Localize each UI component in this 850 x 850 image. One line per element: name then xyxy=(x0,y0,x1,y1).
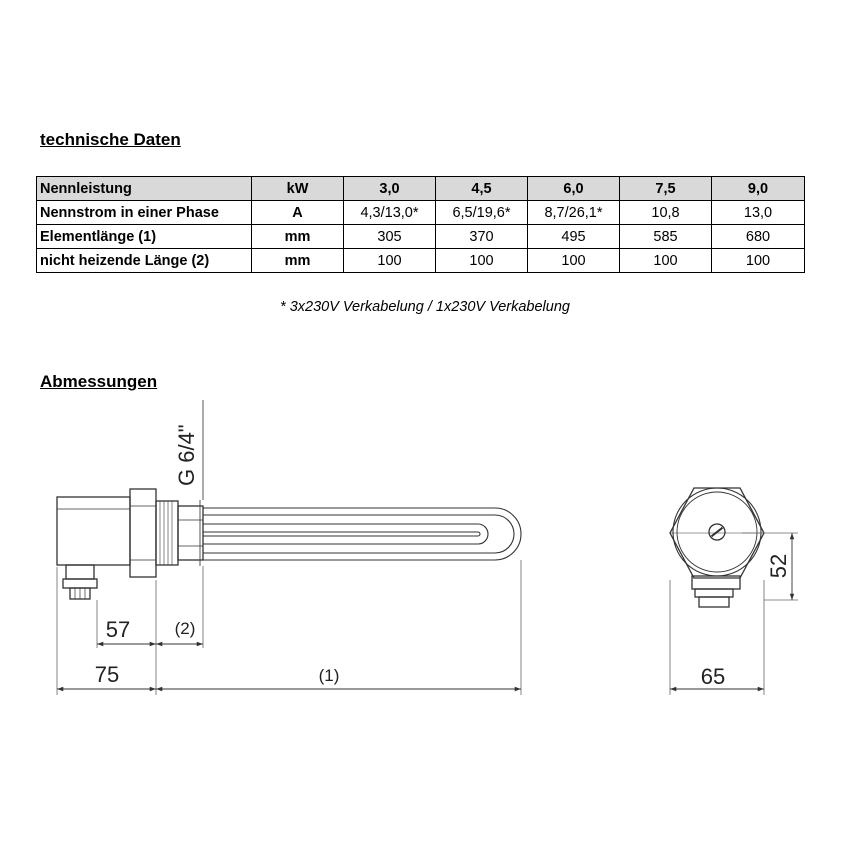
hex-nut xyxy=(130,489,156,577)
dim-1-label: (1) xyxy=(318,666,340,685)
table-cell: 4,5 xyxy=(436,177,528,201)
table-cell: 680 xyxy=(712,225,805,249)
table-cell: 6,5/19,6* xyxy=(436,201,528,225)
table-cell: 370 xyxy=(436,225,528,249)
dimension-57 xyxy=(97,617,156,644)
table-cell: 100 xyxy=(344,249,436,273)
dim-2-label: (2) xyxy=(174,619,196,638)
table-cell: 6,0 xyxy=(528,177,620,201)
table-cell: 8,7/26,1* xyxy=(528,201,620,225)
table-cell: 305 xyxy=(344,225,436,249)
row-label: Nennleistung xyxy=(37,177,252,201)
row-unit: mm xyxy=(252,249,344,273)
terminal-housing xyxy=(57,497,130,565)
dimension-1 xyxy=(156,666,521,689)
table-cell: 100 xyxy=(620,249,712,273)
dimension-2 xyxy=(156,619,203,644)
end-view xyxy=(670,488,764,607)
table-cell: 10,8 xyxy=(620,201,712,225)
dimension-52 xyxy=(766,533,792,600)
table-cell: 495 xyxy=(528,225,620,249)
dim-75-label: 75 xyxy=(94,662,120,687)
row-label: Nennstrom in einer Phase xyxy=(37,201,252,225)
table-cell: 3,0 xyxy=(344,177,436,201)
table-cell: 100 xyxy=(528,249,620,273)
threaded-head xyxy=(156,501,178,565)
cable-gland xyxy=(66,565,94,579)
row-unit: kW xyxy=(252,177,344,201)
dimensions-heading: Abmessungen xyxy=(40,372,158,391)
thread-label: G 6/4" xyxy=(174,424,199,486)
table-cell: 7,5 xyxy=(620,177,712,201)
row-label: nicht heizende Länge (2) xyxy=(37,249,252,273)
table-cell: 4,3/13,0* xyxy=(344,201,436,225)
table-cell: 100 xyxy=(712,249,805,273)
row-unit: A xyxy=(252,201,344,225)
table-cell: 9,0 xyxy=(712,177,805,201)
table-cell: 13,0 xyxy=(712,201,805,225)
screw-head xyxy=(706,521,728,543)
dim-65-label: 65 xyxy=(700,664,726,689)
row-unit: mm xyxy=(252,225,344,249)
footnote: * 3x230V Verkabelung / 1x230V Verkabelung xyxy=(280,299,570,315)
dim-52-label: 52 xyxy=(766,553,791,579)
side-view xyxy=(57,489,521,599)
dimension-65 xyxy=(670,664,764,689)
dim-57-label: 57 xyxy=(105,617,131,642)
table-cell: 100 xyxy=(436,249,528,273)
technical-data-heading: technische Daten xyxy=(40,130,181,149)
row-label: Elementlänge (1) xyxy=(37,225,252,249)
table-cell: 585 xyxy=(620,225,712,249)
dimension-75 xyxy=(57,662,156,689)
heating-tubes xyxy=(203,508,521,560)
